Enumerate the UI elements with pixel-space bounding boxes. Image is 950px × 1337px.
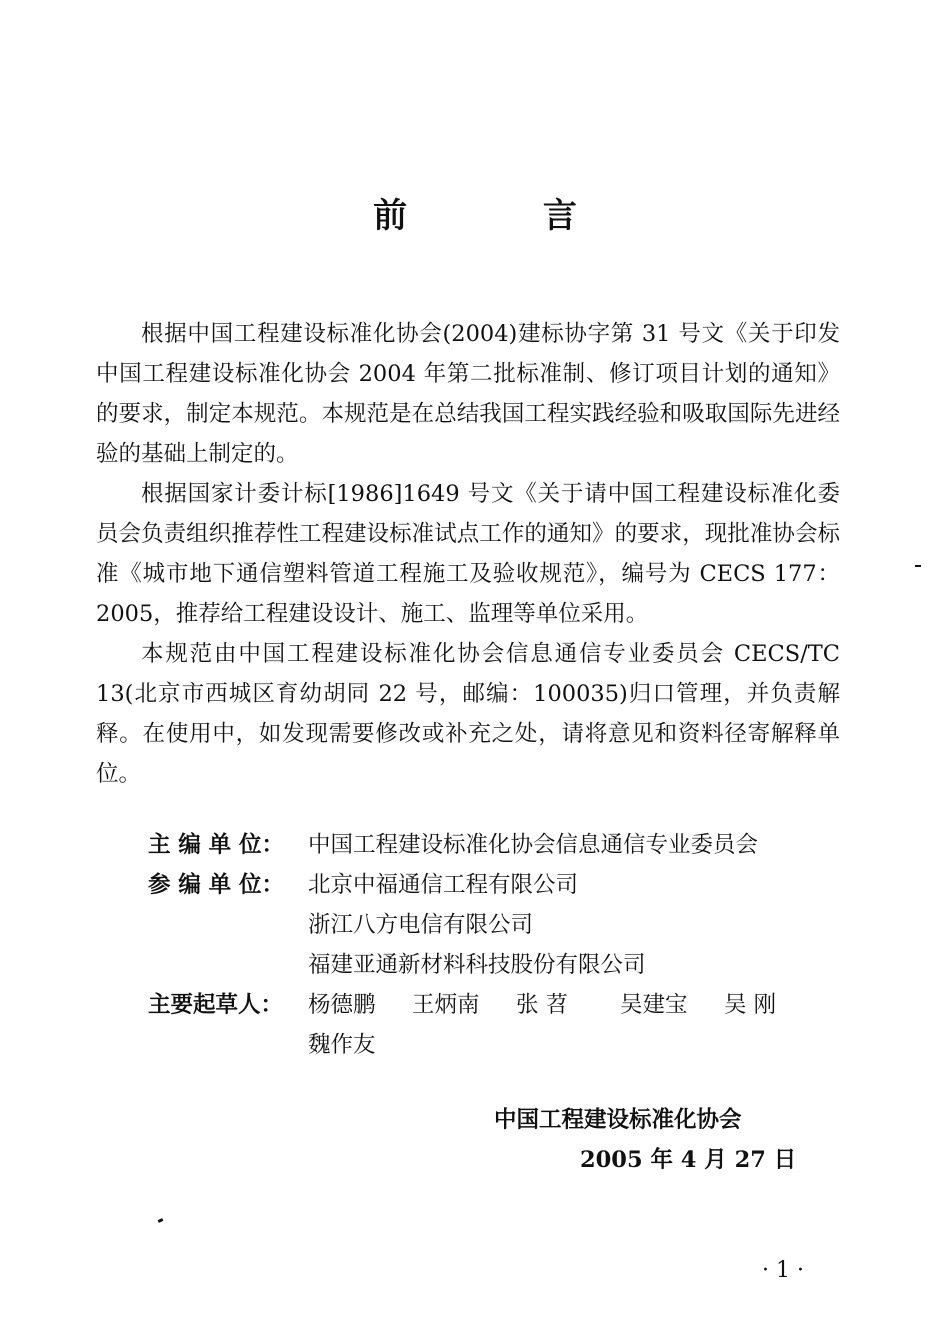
page-title: 前 言 — [373, 196, 639, 236]
drafter-name: 张 苕 — [516, 992, 569, 1018]
paragraph-management: 本规范由中国工程建设标准化协会信息通信专业委员会 CECS/TC 13(北京市西城区育幼胡同 22 号，邮编：100035)归口管理，并负责解释。在使用中，如发现需要修改或补充之处，请将意见和资料径寄解释单位。 — [96, 641, 840, 787]
participant-unit: 福建亚通新材料科技股份有限公司 — [308, 952, 646, 978]
page-number: · 1 · — [762, 1258, 804, 1283]
signature-date: 2005 年 4 月 27 日 — [580, 1147, 797, 1173]
participants-row — [148, 865, 848, 985]
scan-speck — [915, 565, 921, 567]
chief-editor-unit: 中国工程建设标准化协会信息通信专业委员会 — [308, 832, 759, 858]
participant-unit: 北京中福通信工程有限公司 — [308, 872, 579, 898]
credits-block — [148, 825, 848, 1065]
chief-editor-label: 主 编 单 位： — [148, 832, 284, 858]
participant-unit: 浙江八方电信有限公司 — [308, 912, 534, 938]
drafter-name: 王炳南 — [412, 992, 480, 1018]
drafter-name: 吴 刚 — [724, 992, 777, 1018]
preface-body — [96, 314, 840, 794]
chief-editor-row — [148, 825, 848, 865]
drafters-row — [148, 985, 848, 1065]
drafter-name: 魏作友 — [308, 1032, 376, 1058]
participants-label: 参 编 单 位： — [148, 872, 284, 898]
paragraph-basis: 根据中国工程建设标准化协会(2004)建标协字第 31 号文《关于印发中国工程建设标准化协会 2004 年第二批标准制、修订项目计划的通知》的要求，制定本规范。本规范是在总结我国工程实践经验和吸取国际先进经验的基础上制定的。 — [96, 321, 840, 467]
drafters-label: 主要起草人： — [148, 992, 284, 1018]
drafter-name: 杨德鹏 — [308, 992, 376, 1018]
drafter-name: 吴建宝 — [620, 992, 688, 1018]
signature-block — [494, 1100, 796, 1180]
paragraph-approval: 根据国家计委计标[1986]1649 号文《关于请中国工程建设标准化委员会负责组织推荐性工程建设标准试点工作的通知》的要求，现批准协会标准《城市地下通信塑料管道工程施工及验收规范》，编号为 CECS 177：2005，推荐给工程建设设计、施工、监理等单位采用。 — [96, 481, 840, 627]
signature-organization: 中国工程建设标准化协会 — [494, 1107, 742, 1133]
scan-speck — [158, 1218, 164, 1223]
